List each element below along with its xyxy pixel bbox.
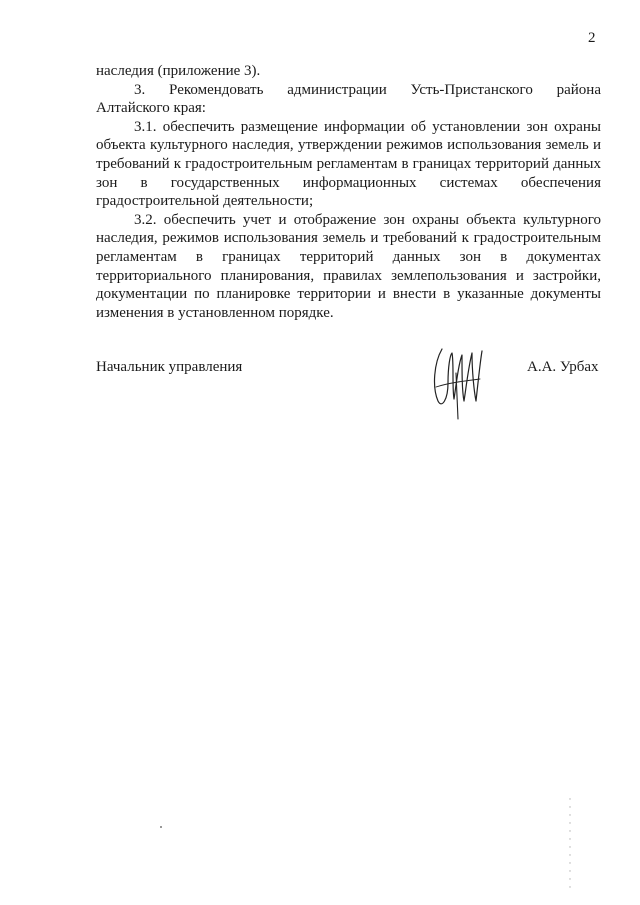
paragraph-heritage-ref: наследия (приложение 3). (96, 63, 261, 79)
paragraph-region: Алтайского края: (96, 100, 206, 117)
paragraph-item-3 (96, 81, 601, 100)
document-body (96, 62, 601, 322)
paragraph-item-3-2: 3.2. обеспечить учет и отображение зон охраны объекта культурного наследия, режимов использования земель и требований к градостроительным регламентам в границах территорий данных зон в документах территориального планирования, правилах землепользования и застройки, документации по планировке территории и внести в указанные документы изменения в установленном порядке. (96, 211, 601, 321)
scan-speck (160, 826, 162, 828)
item-3-word: Рекомендовать (169, 81, 264, 98)
signatory-name: А.А. Урбах (527, 359, 599, 375)
page-number: 2 (588, 30, 596, 46)
item-3-word: Усть-Пристанского (410, 81, 533, 98)
signatory-title: Начальник управления (96, 359, 243, 375)
handwritten-signature (428, 343, 490, 421)
item-3-word: района (556, 81, 601, 98)
paragraph-item-3-1: 3.1. обеспечить размещение информации об установлении зон охраны объекта культурного наследия, утверждении режимов использования земель и требований к градостроительным регламентам в границах территорий данных зон в государственных информационных системах обеспечения градостроительной деятельности; (96, 118, 601, 210)
item-3-number: 3. (134, 81, 146, 98)
item-3-word: администрации (287, 81, 387, 98)
scan-margin-dots (566, 795, 574, 895)
